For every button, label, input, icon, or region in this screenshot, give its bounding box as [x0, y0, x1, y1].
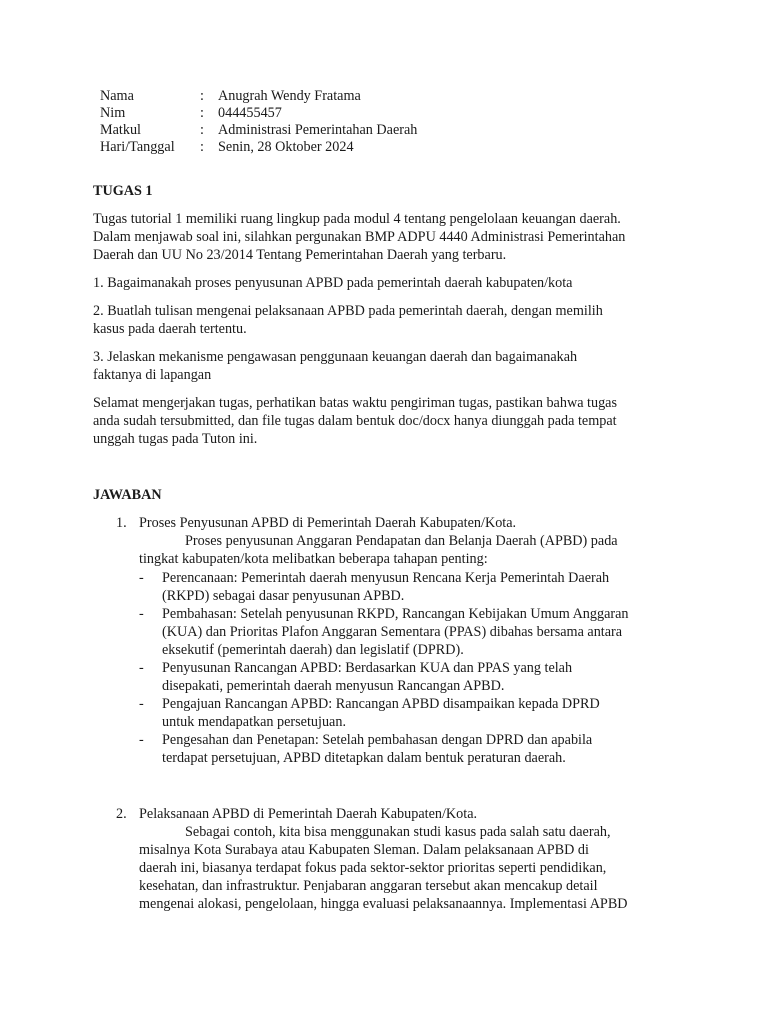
- text-line: Sebagai contoh, kita bisa menggunakan studi kasus pada salah satu daerah,: [185, 824, 611, 840]
- text-line: Dalam menjawab soal ini, silahkan pergunakan BMP ADPU 4440 Administrasi Pemerintahan: [93, 229, 626, 245]
- text-line: 3. Jelaskan mekanisme pengawasan penggunaan keuangan daerah dan bagaimanakah: [93, 349, 578, 365]
- bullet-dash: -: [139, 732, 144, 748]
- task-intro: [93, 210, 683, 264]
- identity-colon: :: [200, 122, 204, 138]
- text-line: Pembahasan: Setelah penyusunan RKPD, Rancangan Kebijakan Umum Anggaran: [162, 606, 629, 622]
- bullet-dash: -: [139, 660, 144, 676]
- bullet-dash: -: [139, 570, 144, 586]
- identity-colon: :: [200, 139, 204, 155]
- question-3: [93, 348, 683, 384]
- text-line: Pengesahan dan Penetapan: Setelah pembahasan dengan DPRD dan apabila: [162, 732, 593, 748]
- answer-item-2-title: Pelaksanaan APBD di Pemerintah Daerah Kabupaten/Kota.: [139, 806, 478, 822]
- text-line: (KUA) dan Prioritas Plafon Anggaran Sementara (PPAS) dibahas bersama antara: [162, 624, 623, 640]
- text-line: Daerah dan UU No 23/2014 Tentang Pemerintahan Daerah yang terbaru.: [93, 247, 507, 263]
- bullet-item: [162, 569, 682, 605]
- text-line: disepakati, pemerintah daerah menyusun Rancangan APBD.: [162, 678, 505, 694]
- text-line: Selamat mengerjakan tugas, perhatikan batas waktu pengiriman tugas, pastikan bahwa tugas: [93, 395, 617, 411]
- answer-heading: JAWABAN: [93, 487, 162, 503]
- text-line: misalnya Kota Surabaya atau Kabupaten Sleman. Dalam pelaksanaan APBD di: [139, 842, 589, 858]
- bullet-item: [162, 605, 682, 659]
- text-line: kesehatan, dan infrastruktur. Penjabaran anggaran tersebut akan mencakup detail: [139, 878, 598, 894]
- bullet-item: [162, 731, 682, 767]
- identity-label: Hari/Tanggal: [100, 139, 175, 155]
- question-1: [93, 274, 683, 292]
- bullet-dash: -: [139, 606, 144, 622]
- identity-label: Matkul: [100, 122, 141, 138]
- text-line: Proses penyusunan Anggaran Pendapatan dan Belanja Daerah (APBD) pada: [185, 533, 618, 549]
- text-line: Tugas tutorial 1 memiliki ruang lingkup pada modul 4 tentang pengelolaan keuangan daerah.: [93, 211, 621, 227]
- text-line: daerah ini, biasanya terdapat fokus pada sektor-sektor prioritas seperti pendidikan,: [139, 860, 607, 876]
- text-line: Perencanaan: Pemerintah daerah menyusun Rencana Kerja Pemerintah Daerah: [162, 570, 610, 586]
- identity-value: Anugrah Wendy Fratama: [218, 88, 361, 104]
- text-line: mengenai alokasi, pengelolaan, hingga evaluasi pelaksanaannya. Implementasi APBD: [139, 896, 628, 912]
- text-line: anda sudah tersubmitted, dan file tugas dalam bentuk doc/docx hanya diunggah pada tempat: [93, 413, 617, 429]
- answer-item-2-body: [139, 823, 684, 913]
- identity-value: Administrasi Pemerintahan Daerah: [218, 122, 418, 138]
- text-line: (RKPD) sebagai dasar penyusunan APBD.: [162, 588, 405, 604]
- identity-label: Nim: [100, 105, 126, 121]
- task-closing: [93, 394, 683, 448]
- text-line: Pengajuan Rancangan APBD: Rancangan APBD disampaikan kepada DPRD: [162, 696, 600, 712]
- bullet-dash: -: [139, 696, 144, 712]
- text-line: 2. Buatlah tulisan mengenai pelaksanaan APBD pada pemerintah daerah, dengan memilih: [93, 303, 603, 319]
- answer-item-1-intro: [139, 532, 684, 568]
- identity-value: Senin, 28 Oktober 2024: [218, 139, 354, 155]
- identity-label: Nama: [100, 88, 134, 104]
- list-number: 2.: [116, 806, 127, 822]
- text-line: faktanya di lapangan: [93, 367, 212, 383]
- question-2: [93, 302, 683, 338]
- task-heading: TUGAS 1: [93, 183, 153, 199]
- identity-colon: :: [200, 88, 204, 104]
- text-line: untuk mendapatkan persetujuan.: [162, 714, 346, 730]
- text-line: eksekutif (pemerintah daerah) dan legislatif (DPRD).: [162, 642, 464, 658]
- bullet-item: [162, 695, 682, 731]
- identity-value: 044455457: [218, 105, 282, 121]
- text-line: 1. Bagaimanakah proses penyusunan APBD pada pemerintah daerah kabupaten/kota: [93, 275, 573, 291]
- text-line: Penyusunan Rancangan APBD: Berdasarkan KUA dan PPAS yang telah: [162, 660, 573, 676]
- text-line: terdapat persetujuan, APBD ditetapkan dalam bentuk peraturan daerah.: [162, 750, 566, 766]
- list-number: 1.: [116, 515, 127, 531]
- text-line: tingkat kabupaten/kota melibatkan beberapa tahapan penting:: [139, 551, 488, 567]
- answer-item-1-title: Proses Penyusunan APBD di Pemerintah Daerah Kabupaten/Kota.: [139, 515, 517, 531]
- identity-colon: :: [200, 105, 204, 121]
- text-line: kasus pada daerah tertentu.: [93, 321, 247, 337]
- bullet-item: [162, 659, 682, 695]
- text-line: unggah tugas pada Tuton ini.: [93, 431, 258, 447]
